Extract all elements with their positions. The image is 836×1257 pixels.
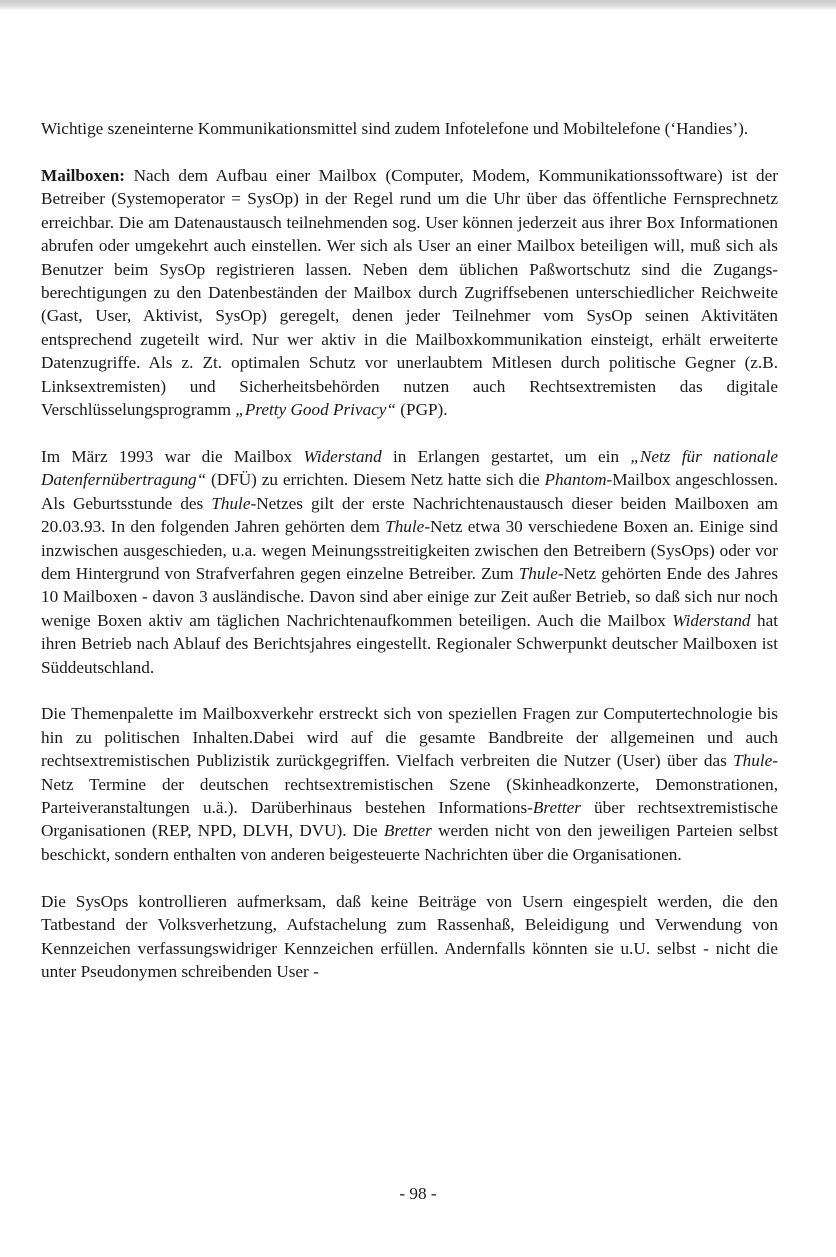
paragraph-sysops	[41, 890, 778, 984]
paragraph-text: Nach dem Aufbau einer Mailbox (Computer, Modem, Kommunikationssoftware) ist der Betreiber (Systemoperator = SysOp) in der Regel rund um die Uhr über das öffentliche Fernsprechnetz erreichbar. Die am Datenaustausch teilnehmenden sog. User können jederzeit aus ihrer Box Informationen abrufen oder umgekehrt auch einstellen. Wer sich als User an einer Mailbox beteiligen will, muß sich als Benutzer beim SysOp registrieren lassen. Neben dem üblichen Paßwortschutz sind die Zugangsberechtigungen zu den Datenbeständen der Mailbox durch Zugriffsebenen unterschiedlicher Reichweite (Gast, User, Aktivist, SysOp) geregelt, denen jeder Teilnehmer vom SysOp seinen Aktivitäten entsprechend zugeteilt wird. Nur wer aktiv in die Mailboxkommunikation einsteigt, erhält erweiterte Datenzugriffe. Als z. Zt. optimalen Schutz vor unerlaubtem Mitlesen durch politische Gegner (z.B. Linksextremisten) und Sicherheitsbehörden nutzen auch Rechtsextremisten das digitale Verschlüsselungsprogramm	[41, 165, 778, 419]
paragraph-text: Im März 1993 war die Mailbox	[41, 446, 304, 466]
scan-top-edge	[0, 0, 836, 10]
paragraph-communication	[41, 117, 778, 140]
paragraph-heading: Mailboxen:	[41, 165, 126, 185]
paragraph-text: Die Themenpalette im Mailboxverkehr erstreckt sich von speziellen Fragen zur Computertechnologie bis hin zu politischen Inhalten.Dabei wird auf die gesamte Bandbreite der allgemeinen und auch rechtsextremistischen Publizistik zurückgegriffen. Vielfach verbreiten die Nutzer (User) über das	[41, 704, 778, 771]
emphasis-text: Widerstand	[672, 610, 751, 630]
emphasis-text: „Pretty Good Privacy“	[235, 399, 396, 419]
emphasis-text: Thule	[385, 517, 425, 537]
paragraph-text: in Erlangen gestartet, um ein	[381, 446, 631, 466]
paragraph-text: werden nicht von den jeweiligen Parteien selbst beschickt, sondern enthalten von anderen beigesteuerte Nachrichten über die Organisationen.	[41, 821, 778, 864]
paragraph-text: -Netzes gilt der erste Nachrichtenaustausch dieser beiden Mailboxen am 20.03.93. In den folgenden Jahren gehörten dem	[41, 493, 778, 537]
paragraph-text: -Netz gehörten Ende des Jahres 10 Mailboxen - davon 3 ausländische. Davon sind aber einige zur Zeit außer Betrieb, so daß sich nur noch wenige Boxen aktiv am täglichen Nachrichtenaufkommen beteiligen. Auch die Mailbox	[41, 563, 779, 630]
emphasis-text: Thule	[211, 493, 251, 513]
page-body	[41, 117, 778, 983]
emphasis-text: Thule	[733, 751, 773, 771]
paragraph-text: -Netz Termine der deutschen rechtsextremistischen Szene (Skinheadkonzerte, Demonstrationen, Parteiveranstaltungen u.ä.). Darüberhinaus bestehen Informations-	[41, 751, 778, 818]
paragraph-text: -Netz etwa 30 verschiedene Boxen an. Einige sind inzwischen ausgeschieden, u.a. wegen Meinungsstreitigkeiten zwischen den Betreibern (SysOps) oder vor dem Hintergrund von Strafverfahren gegen einzelne Betreiber. Zum	[41, 517, 778, 583]
paragraph-text: Die SysOps kontrollieren aufmerksam, daß keine Beiträge von Usern eingespielt werden, die den Tatbestand der Volksverhetzung, Aufstachelung zum Rassenhaß, Beleidigung und Verwendung von Kennzeichen verfassungswidriger Kennzeichen erfüllen. Andernfalls könnten sie u.U. selbst - nicht die unter Pseudonymen schreibenden User -	[41, 891, 778, 981]
paragraph-text: hat ihren Betrieb nach Ablauf des Berichtsjahres eingestellt. Regionaler Schwerpunkt deutscher Mailboxen ist Süddeutschland.	[41, 610, 778, 677]
page-number: - 98 -	[399, 1184, 437, 1203]
paragraph-text: -Mailbox angeschlossen. Als Geburtsstunde des	[41, 470, 778, 513]
paragraph-text: Wichtige szeneinterne Kommunikationsmittel sind zudem Infotelefone und Mobiltelefone (‘Handies’).	[41, 119, 749, 138]
emphasis-text: Bretter	[532, 798, 581, 818]
paragraph-text: (DFÜ) zu errichten. Diesem Netz hatte sich die	[206, 470, 545, 490]
emphasis-text: „Netz für nationale Datenfernübertragung“	[41, 446, 778, 490]
emphasis-text: Phantom	[544, 470, 607, 490]
emphasis-text: Thule	[518, 563, 558, 583]
paragraph-text: über rechtsextremistische Organisationen (REP, NPD, DLVH, DVU). Die	[41, 798, 778, 841]
paragraph-thule-netz	[41, 445, 778, 679]
emphasis-text: Bretter	[383, 821, 432, 841]
paragraph-text: (PGP).	[396, 399, 448, 419]
paragraph-mailboxen	[41, 164, 778, 421]
paragraph-themenpalette	[41, 702, 778, 866]
emphasis-text: Widerstand	[303, 446, 382, 466]
